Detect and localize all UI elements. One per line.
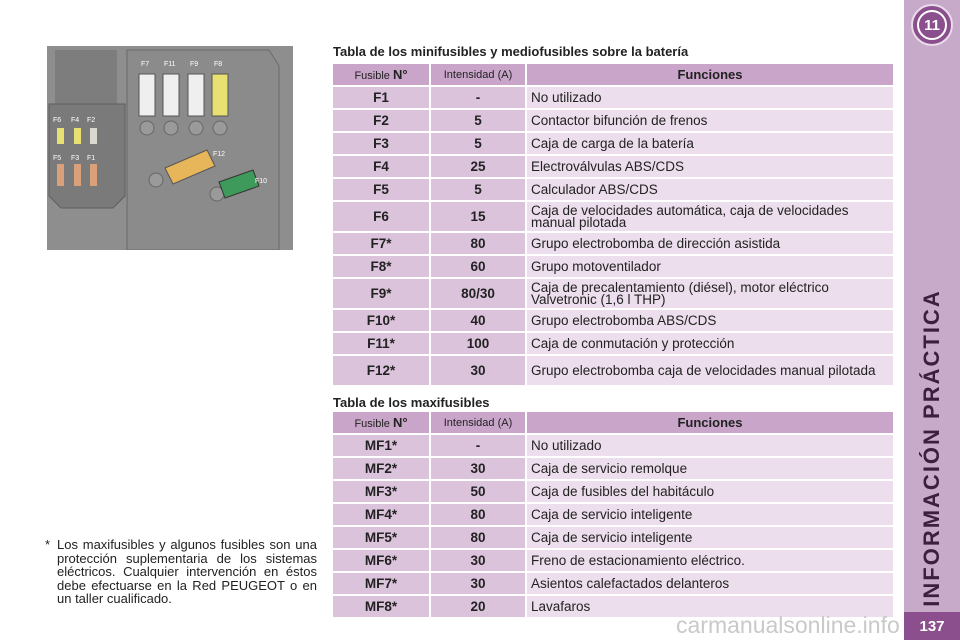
table-row <box>333 573 893 594</box>
table-row <box>333 333 893 354</box>
table-row <box>333 110 893 131</box>
amps-cell: 20 <box>431 596 525 617</box>
fuse-cell: MF6* <box>333 550 429 571</box>
table-row <box>333 550 893 571</box>
chapter-number: 11 <box>917 10 947 40</box>
fuse-label-f9: F9 <box>190 61 199 68</box>
table-row <box>333 202 893 231</box>
table-row <box>333 256 893 277</box>
fuse-label-f2: F2 <box>87 117 96 124</box>
fuse-cell: F6 <box>333 202 429 231</box>
fuse-cell: MF1* <box>333 435 429 456</box>
header-fuse-prefix: Fusible <box>354 70 390 82</box>
function-cell: Caja de carga de la batería <box>527 133 893 154</box>
fuse-cell: MF8* <box>333 596 429 617</box>
function-cell: Caja de servicio inteligente <box>527 527 893 548</box>
amps-cell: 30 <box>431 458 525 479</box>
table-header-row <box>333 64 893 85</box>
fuse-box-drawing <box>47 46 293 250</box>
amps-cell: 80 <box>431 233 525 254</box>
table-header-row <box>333 412 893 433</box>
function-cell: Grupo electrobomba ABS/CDS <box>527 310 893 331</box>
function-cell: No utilizado <box>527 87 893 108</box>
function-cell: Calculador ABS/CDS <box>527 179 893 200</box>
function-cell: Caja de velocidades automática, caja de velocidades manual pilotada <box>527 202 893 231</box>
function-cell: Grupo motoventilador <box>527 256 893 277</box>
table-row <box>333 233 893 254</box>
chapter-title-text: INFORMACIÓN PRÁCTICA <box>919 289 944 607</box>
fuse-cell: F5 <box>333 179 429 200</box>
function-cell: Electroválvulas ABS/CDS <box>527 156 893 177</box>
header-fuse-number: N° <box>392 415 408 430</box>
fuse-cell: MF4* <box>333 504 429 525</box>
header-functions: Funciones <box>527 64 893 85</box>
header-fuse-prefix: Fusible <box>354 418 390 430</box>
fuse-box-illustration <box>47 46 293 250</box>
amps-cell: 15 <box>431 202 525 231</box>
fuse-label-f10: F10 <box>255 178 268 185</box>
amps-cell: 5 <box>431 110 525 131</box>
fuse-label-f6: F6 <box>53 117 62 124</box>
function-cell: Contactor bifunción de frenos <box>527 110 893 131</box>
fuse-cell: F10* <box>333 310 429 331</box>
amps-cell: 5 <box>431 179 525 200</box>
function-cell: Asientos calefactados delanteros <box>527 573 893 594</box>
fuse-label-f3: F3 <box>71 155 80 162</box>
watermark: carmanualsonline.info <box>676 612 900 638</box>
table-row <box>333 458 893 479</box>
fuse-label-f7: F7 <box>141 61 150 68</box>
fuse-label-f1: F1 <box>87 155 96 162</box>
header-fuse <box>333 412 429 433</box>
table-row <box>333 156 893 177</box>
fuse-label-f8: F8 <box>214 61 223 68</box>
fuse-label-f11: F11 <box>164 61 176 68</box>
footnote <box>45 538 317 606</box>
function-cell: Caja de precalentamiento (diésel), motor eléctrico Valvetronic (1,6 l THP) <box>527 279 893 308</box>
amps-cell: 30 <box>431 550 525 571</box>
table-row <box>333 435 893 456</box>
fuse-cell: MF3* <box>333 481 429 502</box>
header-fuse-number: N° <box>392 67 408 82</box>
chapter-badge <box>911 4 953 46</box>
function-cell: Lavafaros <box>527 596 893 617</box>
function-cell: Caja de servicio remolque <box>527 458 893 479</box>
amps-cell: 100 <box>431 333 525 354</box>
maxi-fuse-table <box>331 410 895 619</box>
amps-cell: 5 <box>431 133 525 154</box>
fuse-cell: MF2* <box>333 458 429 479</box>
fuse-label-f12: F12 <box>213 151 226 158</box>
table-row <box>333 504 893 525</box>
page-number: 137 <box>904 612 960 640</box>
mini-fuse-table <box>331 62 895 387</box>
table-row <box>333 179 893 200</box>
amps-cell: 30 <box>431 573 525 594</box>
function-cell: Grupo electrobomba de dirección asistida <box>527 233 893 254</box>
table-row <box>333 310 893 331</box>
header-amps: Intensidad (A) <box>431 64 525 85</box>
table-row <box>333 133 893 154</box>
header-fuse <box>333 64 429 85</box>
amps-cell: 80 <box>431 504 525 525</box>
fuse-cell: F1 <box>333 87 429 108</box>
fuse-label-f4: F4 <box>71 117 80 124</box>
fuse-cell: F11* <box>333 333 429 354</box>
table-row <box>333 481 893 502</box>
fuse-cell: F3 <box>333 133 429 154</box>
footnote-text: Los maxifusibles y algunos fusibles son una protección suplementaria de los sistemas eléctricos. Cualquier intervención en éstos debe efectuarse en la Red PEUGEOT o en un taller cualificado. <box>57 537 317 607</box>
fuse-label-f5: F5 <box>53 155 62 162</box>
maxi-table-title: Tabla de los maxifusibles <box>333 395 490 410</box>
function-cell: Grupo electrobomba caja de velocidades manual pilotada <box>527 356 893 385</box>
fuse-cell: MF5* <box>333 527 429 548</box>
fuse-cell: F4 <box>333 156 429 177</box>
amps-cell: - <box>431 435 525 456</box>
function-cell: Caja de fusibles del habitáculo <box>527 481 893 502</box>
header-amps: Intensidad (A) <box>431 412 525 433</box>
amps-cell: 80 <box>431 527 525 548</box>
fuse-cell: F7* <box>333 233 429 254</box>
amps-cell: 50 <box>431 481 525 502</box>
fuse-cell: F9* <box>333 279 429 308</box>
amps-cell: 25 <box>431 156 525 177</box>
table-row <box>333 279 893 308</box>
mini-table-title: Tabla de los minifusibles y mediofusibles sobre la batería <box>333 44 689 59</box>
header-functions: Funciones <box>527 412 893 433</box>
fuse-cell: F12* <box>333 356 429 385</box>
fuse-cell: MF7* <box>333 573 429 594</box>
fuse-cell: F2 <box>333 110 429 131</box>
amps-cell: 40 <box>431 310 525 331</box>
table-row <box>333 356 893 385</box>
function-cell: Caja de servicio inteligente <box>527 504 893 525</box>
amps-cell: 30 <box>431 356 525 385</box>
table-row <box>333 527 893 548</box>
table-row <box>333 87 893 108</box>
function-cell: Freno de estacionamiento eléctrico. <box>527 550 893 571</box>
function-cell: No utilizado <box>527 435 893 456</box>
amps-cell: 80/30 <box>431 279 525 308</box>
amps-cell: 60 <box>431 256 525 277</box>
amps-cell: - <box>431 87 525 108</box>
fuse-cell: F8* <box>333 256 429 277</box>
footnote-mark: * <box>45 537 51 552</box>
function-cell: Caja de conmutación y protección <box>527 333 893 354</box>
